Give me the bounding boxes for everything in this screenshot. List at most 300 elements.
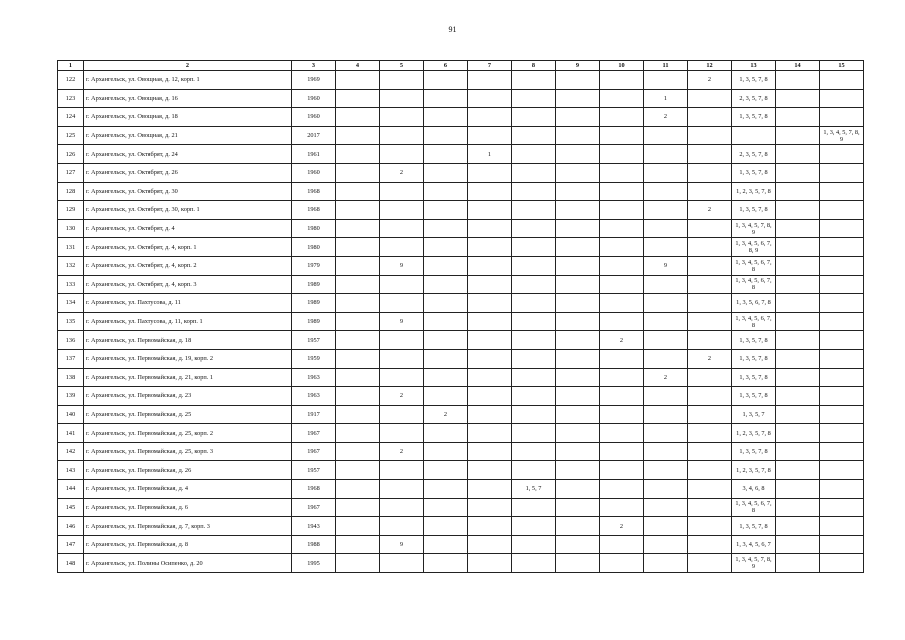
table-cell: [820, 331, 864, 350]
table-row: [58, 368, 864, 387]
table-cell: 1, 3, 4, 5, 6, 7, 8: [732, 256, 776, 275]
year-cell: 1967: [292, 442, 336, 461]
row-number-cell: 135: [58, 312, 84, 331]
table-cell: [820, 387, 864, 406]
table-cell: 1: [468, 145, 512, 164]
table-cell: [820, 145, 864, 164]
table-cell: [380, 368, 424, 387]
table-cell: [512, 554, 556, 573]
year-cell: 1989: [292, 275, 336, 294]
table-cell: 1, 3, 4, 5, 7, 8, 9: [732, 219, 776, 238]
table-cell: [380, 517, 424, 536]
table-row: [58, 256, 864, 275]
address-cell: г. Архангельск, ул. Пахтусова, д. 11: [84, 294, 292, 313]
row-number-cell: 130: [58, 219, 84, 238]
table-cell: [776, 145, 820, 164]
table-cell: 2: [380, 163, 424, 182]
table-cell: [644, 331, 688, 350]
table-cell: [424, 387, 468, 406]
table-cell: [556, 312, 600, 331]
table-cell: [600, 349, 644, 368]
table-cell: [336, 238, 380, 257]
table-cell: [688, 368, 732, 387]
table-row: [58, 71, 864, 90]
table-cell: [820, 275, 864, 294]
table-cell: [732, 126, 776, 145]
table-cell: [424, 461, 468, 480]
table-cell: 2: [688, 71, 732, 90]
table-cell: [556, 182, 600, 201]
table-row: [58, 461, 864, 480]
table-cell: [776, 312, 820, 331]
table-cell: [380, 275, 424, 294]
table-cell: [512, 275, 556, 294]
table-cell: [380, 480, 424, 499]
table-cell: [424, 201, 468, 220]
table-cell: [556, 368, 600, 387]
year-cell: 1963: [292, 368, 336, 387]
row-number-cell: 146: [58, 517, 84, 536]
table-cell: [468, 294, 512, 313]
address-cell: г. Архангельск, ул. Первомайская, д. 21, корп. 1: [84, 368, 292, 387]
table-cell: [644, 535, 688, 554]
table-cell: [644, 275, 688, 294]
table-row: [58, 219, 864, 238]
table-cell: [512, 163, 556, 182]
table-cell: [820, 368, 864, 387]
column-header-3: 3: [292, 61, 336, 71]
table-cell: [644, 71, 688, 90]
row-number-cell: 145: [58, 498, 84, 517]
table-cell: [380, 424, 424, 443]
table-cell: [424, 517, 468, 536]
table-cell: [776, 424, 820, 443]
table-cell: [776, 238, 820, 257]
table-cell: [644, 517, 688, 536]
table-cell: 1, 3, 4, 5, 6, 7, 8: [732, 275, 776, 294]
table-cell: [424, 256, 468, 275]
table-cell: [600, 145, 644, 164]
table-cell: [820, 256, 864, 275]
table-cell: [336, 108, 380, 127]
table-cell: [600, 89, 644, 108]
table-cell: [380, 89, 424, 108]
table-cell: [512, 201, 556, 220]
table-cell: [820, 312, 864, 331]
table-cell: 2: [380, 387, 424, 406]
table-cell: [512, 89, 556, 108]
table-cell: [336, 219, 380, 238]
table-cell: [600, 294, 644, 313]
table-row: [58, 275, 864, 294]
table-row: [58, 126, 864, 145]
table-cell: [600, 219, 644, 238]
table-cell: [468, 461, 512, 480]
table-cell: [820, 498, 864, 517]
table-cell: [512, 71, 556, 90]
table-cell: [776, 71, 820, 90]
table-cell: [424, 498, 468, 517]
table-cell: [556, 331, 600, 350]
table-cell: [468, 219, 512, 238]
table-cell: [556, 461, 600, 480]
address-cell: г. Архангельск, ул. Первомайская, д. 7, корп. 3: [84, 517, 292, 536]
address-cell: г. Архангельск, ул. Первомайская, д. 8: [84, 535, 292, 554]
table-cell: [424, 312, 468, 331]
table-cell: [820, 424, 864, 443]
table-cell: [336, 312, 380, 331]
table-cell: [776, 405, 820, 424]
table-row: [58, 424, 864, 443]
table-cell: [468, 442, 512, 461]
table-cell: [336, 294, 380, 313]
table-cell: [556, 163, 600, 182]
address-cell: г. Архангельск, ул. Первомайская, д. 23: [84, 387, 292, 406]
table-cell: [644, 387, 688, 406]
table-cell: [380, 238, 424, 257]
table-cell: [776, 108, 820, 127]
table-cell: [820, 405, 864, 424]
table-cell: [380, 71, 424, 90]
table-row: [58, 387, 864, 406]
table-row: [58, 442, 864, 461]
table-cell: [424, 182, 468, 201]
table-cell: [688, 331, 732, 350]
table-cell: [600, 256, 644, 275]
address-cell: г. Архангельск, ул. Полины Осипенко, д. 20: [84, 554, 292, 573]
table-cell: [512, 461, 556, 480]
table-cell: [468, 424, 512, 443]
column-header-4: 4: [336, 61, 380, 71]
table-cell: [512, 517, 556, 536]
table-cell: [688, 498, 732, 517]
table-cell: 2: [600, 517, 644, 536]
table-cell: [600, 126, 644, 145]
table-cell: [820, 163, 864, 182]
table-cell: [512, 442, 556, 461]
table-cell: [644, 498, 688, 517]
row-number-cell: 147: [58, 535, 84, 554]
table-cell: [424, 145, 468, 164]
table-cell: [688, 219, 732, 238]
address-cell: г. Архангельск, ул. Овощная, д. 12, корп. 1: [84, 71, 292, 90]
table-cell: [424, 442, 468, 461]
table-cell: [776, 535, 820, 554]
address-cell: г. Архангельск, ул. Овощная, д. 18: [84, 108, 292, 127]
table-cell: [424, 535, 468, 554]
table-cell: [600, 554, 644, 573]
table-cell: [424, 126, 468, 145]
column-header-6: 6: [424, 61, 468, 71]
table-cell: [512, 405, 556, 424]
table-cell: [468, 71, 512, 90]
table-cell: [688, 535, 732, 554]
table-cell: 1, 3, 4, 5, 7, 8, 9: [732, 554, 776, 573]
table-cell: 1, 3, 5, 7, 8: [732, 368, 776, 387]
table-row: [58, 163, 864, 182]
table-cell: [336, 387, 380, 406]
table-cell: 2: [688, 201, 732, 220]
table-cell: 1, 2, 3, 5, 7, 8: [732, 461, 776, 480]
address-cell: г. Архангельск, ул. Октябрят, д. 4, корп. 2: [84, 256, 292, 275]
table-cell: [776, 256, 820, 275]
table-cell: 1, 3, 5, 7: [732, 405, 776, 424]
row-number-cell: 134: [58, 294, 84, 313]
address-cell: г. Архангельск, ул. Овощная, д. 21: [84, 126, 292, 145]
table-cell: [644, 461, 688, 480]
table-cell: 1, 3, 5, 7, 8: [732, 71, 776, 90]
table-cell: [380, 405, 424, 424]
table-cell: [336, 256, 380, 275]
table-cell: [776, 275, 820, 294]
table-cell: [424, 294, 468, 313]
table-cell: [776, 126, 820, 145]
table-cell: 9: [380, 535, 424, 554]
row-number-cell: 144: [58, 480, 84, 499]
table-cell: [512, 145, 556, 164]
table-row: [58, 182, 864, 201]
table-cell: [380, 331, 424, 350]
year-cell: 1960: [292, 163, 336, 182]
address-cell: г. Архангельск, ул. Октябрят, д. 26: [84, 163, 292, 182]
year-cell: 1961: [292, 145, 336, 164]
table-cell: [424, 349, 468, 368]
table-cell: [776, 554, 820, 573]
year-cell: 1969: [292, 71, 336, 90]
year-cell: 1957: [292, 331, 336, 350]
table-cell: [776, 294, 820, 313]
row-number-cell: 125: [58, 126, 84, 145]
table-cell: [336, 89, 380, 108]
table-cell: [644, 163, 688, 182]
table-cell: [600, 182, 644, 201]
table-cell: [424, 368, 468, 387]
table-cell: 1, 3, 4, 5, 7, 8, 9: [820, 126, 864, 145]
column-header-13: 13: [732, 61, 776, 71]
table-cell: [556, 442, 600, 461]
table-cell: [644, 442, 688, 461]
table-cell: [688, 554, 732, 573]
column-header-14: 14: [776, 61, 820, 71]
table-cell: [600, 461, 644, 480]
table-cell: [336, 349, 380, 368]
row-number-cell: 127: [58, 163, 84, 182]
column-header-8: 8: [512, 61, 556, 71]
table-row: [58, 145, 864, 164]
table-cell: [556, 554, 600, 573]
year-cell: 1917: [292, 405, 336, 424]
table-cell: [776, 331, 820, 350]
table-cell: [468, 498, 512, 517]
year-cell: 1989: [292, 294, 336, 313]
table-cell: 2: [688, 349, 732, 368]
column-header-12: 12: [688, 61, 732, 71]
table-cell: [600, 405, 644, 424]
table-row: [58, 517, 864, 536]
table-cell: [468, 182, 512, 201]
table-cell: [468, 201, 512, 220]
table-cell: [820, 554, 864, 573]
table-cell: [512, 126, 556, 145]
table-cell: [512, 349, 556, 368]
table-cell: [468, 331, 512, 350]
table-cell: [644, 145, 688, 164]
table-cell: [644, 201, 688, 220]
table-cell: [644, 405, 688, 424]
table-row: [58, 238, 864, 257]
table-cell: [336, 535, 380, 554]
table-cell: [468, 554, 512, 573]
table-cell: [688, 517, 732, 536]
table-cell: [336, 517, 380, 536]
table-cell: 1, 3, 4, 5, 6, 7, 8, 9: [732, 238, 776, 257]
table-cell: [468, 256, 512, 275]
table-cell: [468, 89, 512, 108]
table-cell: [820, 201, 864, 220]
address-cell: г. Архангельск, ул. Первомайская, д. 18: [84, 331, 292, 350]
address-cell: г. Архангельск, ул. Первомайская, д. 4: [84, 480, 292, 499]
table-row: [58, 349, 864, 368]
table-cell: [512, 294, 556, 313]
row-number-cell: 123: [58, 89, 84, 108]
year-cell: 1967: [292, 498, 336, 517]
table-row: [58, 535, 864, 554]
table-cell: 2: [644, 108, 688, 127]
row-number-cell: 137: [58, 349, 84, 368]
table-cell: [380, 145, 424, 164]
row-number-cell: 139: [58, 387, 84, 406]
address-cell: г. Архангельск, ул. Октябрят, д. 30, корп. 1: [84, 201, 292, 220]
table-cell: 1, 3, 5, 7, 8: [732, 442, 776, 461]
table-cell: [556, 349, 600, 368]
table-cell: 9: [380, 312, 424, 331]
table-cell: [688, 275, 732, 294]
table-cell: 1, 2, 3, 5, 7, 8: [732, 182, 776, 201]
table-cell: [556, 535, 600, 554]
table-cell: [512, 238, 556, 257]
table-cell: [776, 89, 820, 108]
table-cell: [820, 349, 864, 368]
table-cell: [644, 182, 688, 201]
year-cell: 1960: [292, 108, 336, 127]
column-header-10: 10: [600, 61, 644, 71]
row-number-cell: 136: [58, 331, 84, 350]
row-number-cell: 138: [58, 368, 84, 387]
address-cell: г. Архангельск, ул. Октябрят, д. 30: [84, 182, 292, 201]
table-cell: [688, 461, 732, 480]
row-number-cell: 132: [58, 256, 84, 275]
table-cell: [820, 89, 864, 108]
table-cell: 1, 3, 5, 7, 8: [732, 331, 776, 350]
table-cell: [424, 275, 468, 294]
row-number-cell: 140: [58, 405, 84, 424]
table-cell: 2: [424, 405, 468, 424]
table-cell: [688, 387, 732, 406]
table-cell: [820, 71, 864, 90]
table-cell: [336, 554, 380, 573]
table-cell: [776, 219, 820, 238]
table-cell: [600, 368, 644, 387]
table-cell: 2, 3, 5, 7, 8: [732, 145, 776, 164]
table-cell: [336, 201, 380, 220]
table-cell: [600, 275, 644, 294]
table-cell: [424, 480, 468, 499]
table-cell: [512, 256, 556, 275]
table-cell: [556, 145, 600, 164]
column-header-2: 2: [84, 61, 292, 71]
table-row: [58, 201, 864, 220]
column-header-9: 9: [556, 61, 600, 71]
table-cell: [380, 182, 424, 201]
table-cell: [380, 108, 424, 127]
table-cell: [688, 312, 732, 331]
table-cell: [512, 535, 556, 554]
table-cell: [556, 480, 600, 499]
table-cell: [424, 108, 468, 127]
year-cell: 1980: [292, 219, 336, 238]
table-cell: [556, 108, 600, 127]
table-header-row: [58, 61, 864, 71]
year-cell: 1959: [292, 349, 336, 368]
table-cell: [688, 182, 732, 201]
address-cell: г. Архангельск, ул. Первомайская, д. 26: [84, 461, 292, 480]
table-cell: [468, 535, 512, 554]
table-row: [58, 554, 864, 573]
table-cell: [600, 238, 644, 257]
table-cell: [600, 442, 644, 461]
table-cell: [644, 294, 688, 313]
address-cell: г. Архангельск, ул. Овощная, д. 16: [84, 89, 292, 108]
table-cell: [556, 126, 600, 145]
table-cell: [688, 89, 732, 108]
table-cell: [556, 405, 600, 424]
table-cell: [556, 424, 600, 443]
address-cell: г. Архангельск, ул. Первомайская, д. 6: [84, 498, 292, 517]
table-cell: [600, 498, 644, 517]
table-cell: [380, 461, 424, 480]
table-cell: [424, 89, 468, 108]
table-cell: [776, 163, 820, 182]
column-header-11: 11: [644, 61, 688, 71]
year-cell: 1968: [292, 182, 336, 201]
table-cell: [644, 219, 688, 238]
table-cell: [644, 126, 688, 145]
address-cell: г. Архангельск, ул. Первомайская, д. 25, корп. 2: [84, 424, 292, 443]
table-cell: [380, 554, 424, 573]
table-cell: [688, 238, 732, 257]
table-cell: [468, 387, 512, 406]
row-number-cell: 124: [58, 108, 84, 127]
table-cell: [600, 480, 644, 499]
year-cell: 1980: [292, 238, 336, 257]
table-cell: [600, 201, 644, 220]
table-cell: [688, 256, 732, 275]
table-cell: [556, 256, 600, 275]
table-cell: [688, 442, 732, 461]
table-cell: 2: [600, 331, 644, 350]
year-cell: 1988: [292, 535, 336, 554]
table-cell: [688, 294, 732, 313]
data-table: [57, 60, 864, 573]
table-cell: [556, 387, 600, 406]
table-cell: [336, 498, 380, 517]
table-cell: 1, 3, 5, 7, 8: [732, 163, 776, 182]
table-cell: [688, 424, 732, 443]
table-cell: 1, 3, 5, 6, 7, 8: [732, 294, 776, 313]
table-cell: 2: [380, 442, 424, 461]
table-cell: [468, 126, 512, 145]
column-header-15: 15: [820, 61, 864, 71]
